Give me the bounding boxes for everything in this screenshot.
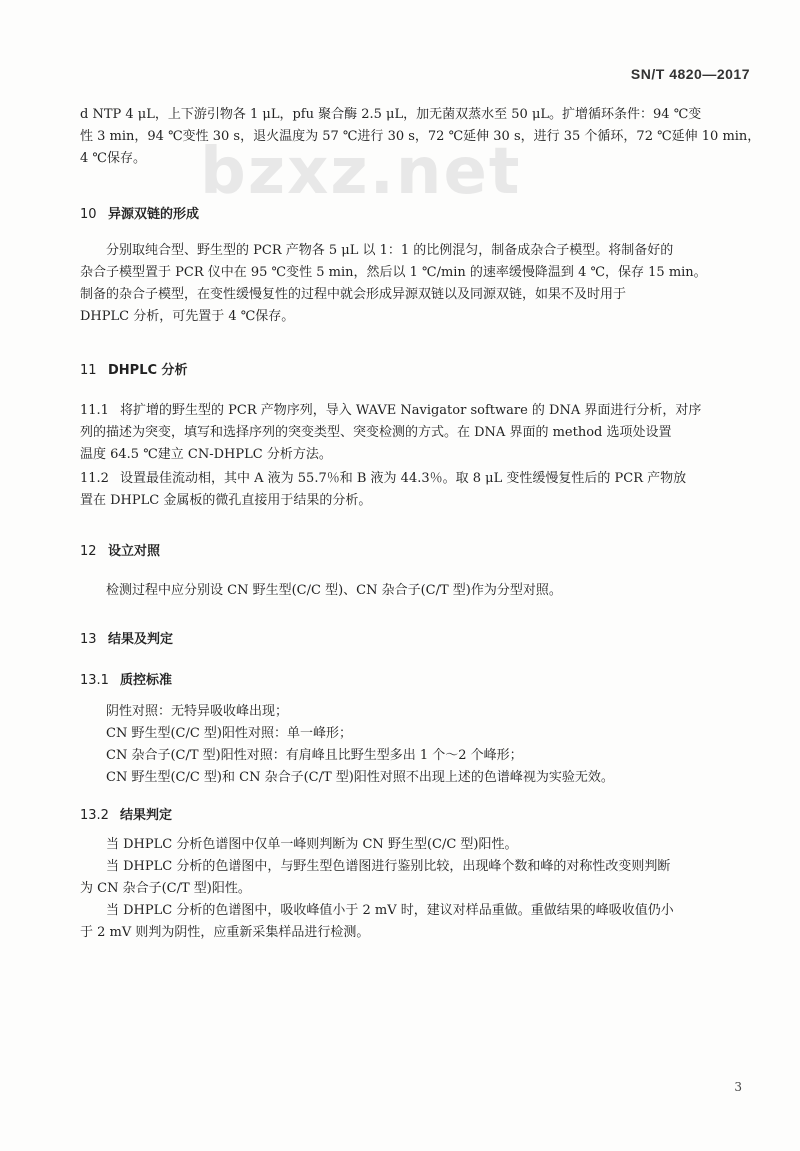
text-line: 性 3 min，94 ℃变性 30 s，退火温度为 57 ℃进行 30 s，72 ℃延伸 30 s，进行 35 个循环，72 ℃延伸 10 min， xyxy=(80,129,761,144)
text-line: 于 2 mV 则判为阴性，应重新采集样品进行检测。 xyxy=(80,925,370,940)
clause-13-2-heading xyxy=(80,804,752,823)
text-line: 设置最佳流动相，其中 A 液为 55.7％和 B 液为 44.3％。取 8 μL 变性缓慢复性后的 PCR 产物放 xyxy=(120,471,687,486)
section-title: 设立对照 xyxy=(108,544,161,559)
text-line: 将扩增的野生型的 PCR 产物序列，导入 WAVE Navigator software 的 DNA 界面进行分析，对序 xyxy=(120,403,702,418)
section-title: 结果及判定 xyxy=(108,632,174,647)
text-line: 温度 64.5 ℃建立 CN-DHPLC 分析方法。 xyxy=(80,447,332,462)
page-number: 3 xyxy=(734,1080,742,1094)
text-line: 当 DHPLC 分析的色谱图中，与野生型色谱图进行鉴别比较，出现峰个数和峰的对称性改变则判断 xyxy=(106,859,671,874)
section-title: 异源双链的形成 xyxy=(108,207,200,222)
text-line: 杂合子模型置于 PCR 仪中在 95 ℃变性 5 min，然后以 1 ℃/min 的速率缓慢降温到 4 ℃，保存 15 min。 xyxy=(80,265,707,280)
clause-number: 11.2 xyxy=(80,471,109,486)
section-number: 13 xyxy=(80,632,97,647)
section-12-body xyxy=(80,580,752,602)
text-line: CN 野生型(C/C 型)和 CN 杂合子(C/T 型)阳性对照不出现上述的色谱峰视为实验无效。 xyxy=(106,770,614,785)
text-line: 制备的杂合子模型，在变性缓慢复性的过程中就会形成异源双链以及同源双链，如果不及时用于 xyxy=(80,287,627,302)
text-line: DHPLC 分析，可先置于 4 ℃保存。 xyxy=(80,309,295,324)
document-code: SN/T 4820—2017 xyxy=(630,66,750,82)
intro-paragraph xyxy=(80,104,761,170)
section-13-heading xyxy=(80,628,752,647)
section-number: 12 xyxy=(80,544,97,559)
section-number: 10 xyxy=(80,207,97,222)
section-number: 11 xyxy=(80,363,97,378)
text-line: 为 CN 杂合子(C/T 型)阳性。 xyxy=(80,881,251,896)
section-10-heading xyxy=(80,203,752,222)
clause-11-1 xyxy=(80,400,752,466)
clause-number: 11.1 xyxy=(80,403,109,418)
text-line: 阴性对照：无特异吸收峰出现； xyxy=(106,704,289,719)
clause-title: 结果判定 xyxy=(120,808,173,823)
watermark: bzxz.net xyxy=(200,135,522,209)
clause-number: 13.1 xyxy=(80,673,109,688)
text-line: CN 野生型(C/C 型)阳性对照：单一峰形； xyxy=(106,726,353,741)
text-line: CN 杂合子(C/T 型)阳性对照：有肩峰且比野生型多出 1 个～2 个峰形； xyxy=(106,748,523,763)
text-line: d NTP 4 μL，上下游引物各 1 μL，pfu 聚合酶 2.5 μL，加无菌双蒸水至 50 μL。扩增循环条件：94 ℃变 xyxy=(80,107,702,122)
clause-number: 13.2 xyxy=(80,808,109,823)
section-title: DHPLC 分析 xyxy=(108,363,188,378)
clause-13-1-heading xyxy=(80,669,752,688)
clause-13-2-body xyxy=(80,834,752,944)
text-line: 列的描述为突变，填写和选择序列的突变类型、突变检测的方式。在 DNA 界面的 method 选项处设置 xyxy=(80,425,672,440)
clause-title: 质控标准 xyxy=(120,673,173,688)
section-10-body xyxy=(80,240,752,328)
text-line: 当 DHPLC 分析的色谱图中，吸收峰值小于 2 mV 时，建议对样品重做。重做结果的峰吸收值仍小 xyxy=(106,903,674,918)
text-line: 当 DHPLC 分析色谱图中仅单一峰则判断为 CN 野生型(C/C 型)阳性。 xyxy=(106,837,518,852)
text-line: 置在 DHPLC 金属板的微孔直接用于结果的分析。 xyxy=(80,493,372,508)
text-line: 4 ℃保存。 xyxy=(80,151,146,166)
section-11-heading xyxy=(80,359,752,378)
text-line: 检测过程中应分别设 CN 野生型(C/C 型)、CN 杂合子(C/T 型)作为分型对照。 xyxy=(106,583,562,598)
clause-11-2 xyxy=(80,468,752,512)
section-12-heading xyxy=(80,540,752,559)
clause-13-1-body xyxy=(80,701,752,789)
text-line: 分别取纯合型、野生型的 PCR 产物各 5 μL 以 1：1 的比例混匀，制备成杂合子模型。将制备好的 xyxy=(106,243,674,258)
